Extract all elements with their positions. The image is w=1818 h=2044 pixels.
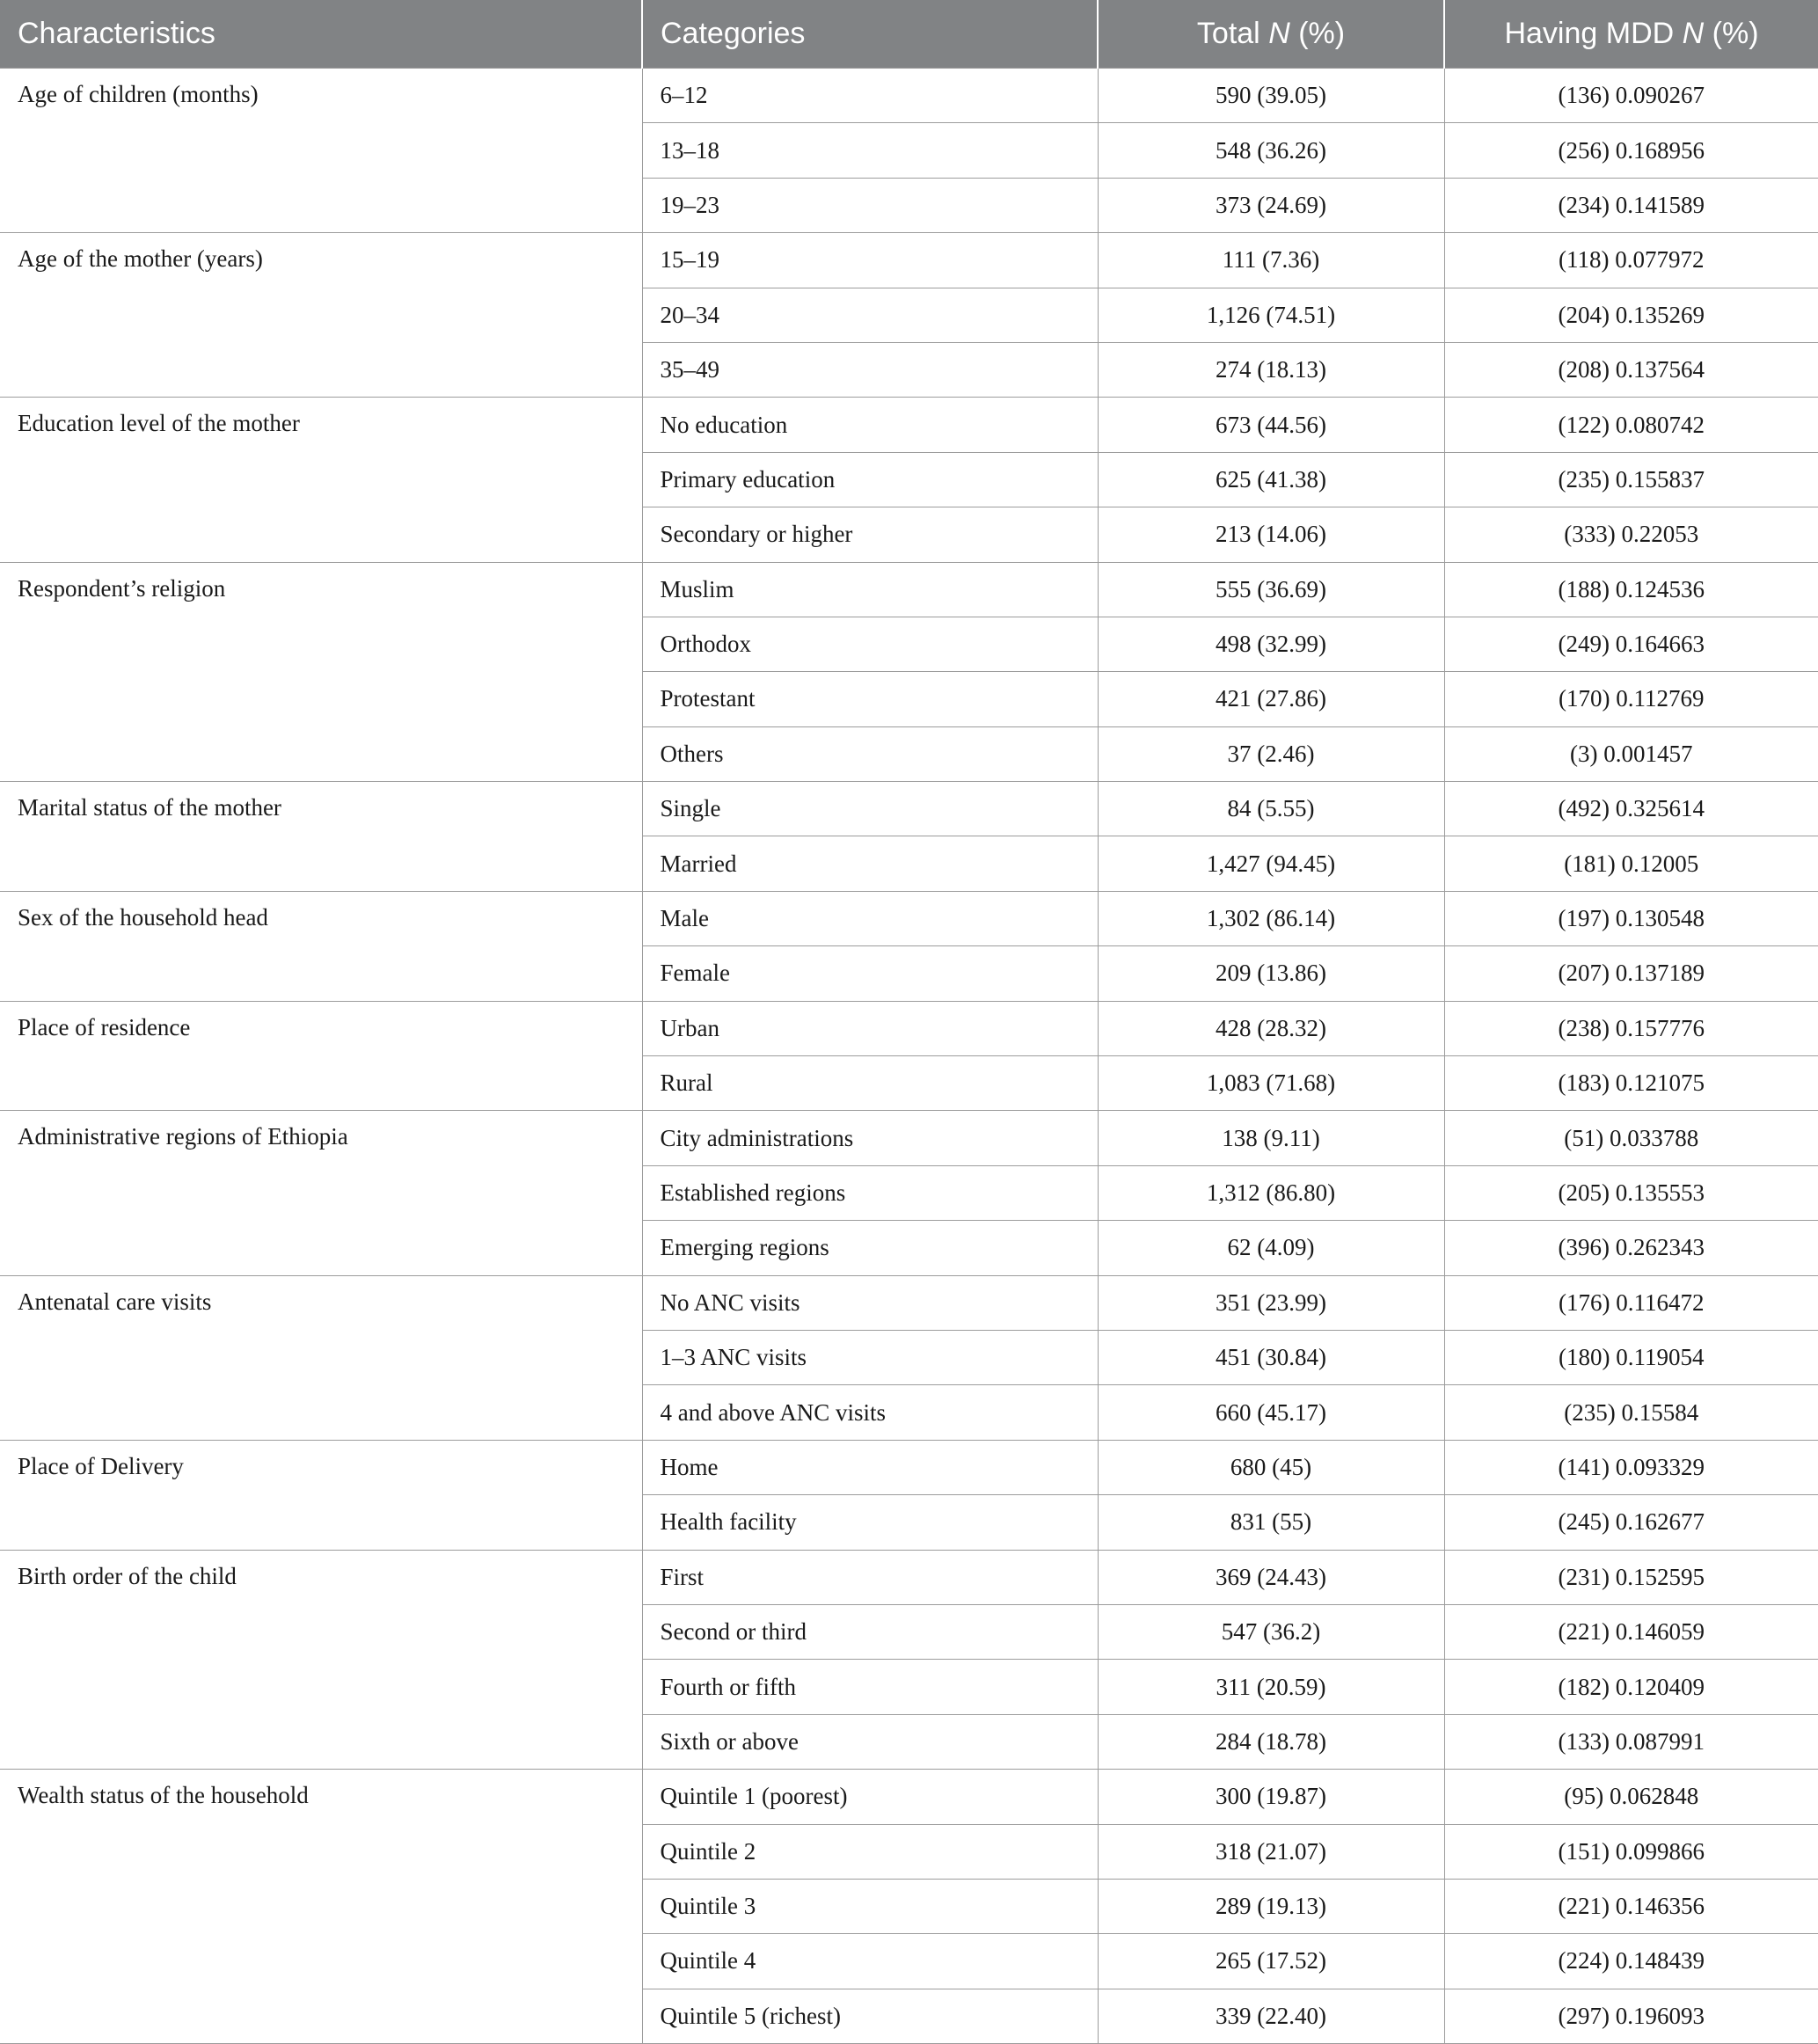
mdd-cell: (224) 0.148439 — [1444, 1934, 1818, 1989]
total-cell: 373 (24.69) — [1098, 178, 1444, 232]
mdd-cell: (235) 0.15584 — [1444, 1385, 1818, 1440]
mdd-cell: (234) 0.141589 — [1444, 178, 1818, 232]
total-cell: 351 (23.99) — [1098, 1275, 1444, 1330]
total-cell: 138 (9.11) — [1098, 1111, 1444, 1165]
category-cell: Male — [642, 891, 1098, 945]
category-cell: Urban — [642, 1001, 1098, 1055]
total-cell: 421 (27.86) — [1098, 672, 1444, 726]
mdd-cell: (122) 0.080742 — [1444, 398, 1818, 452]
table-body — [0, 69, 1818, 2044]
total-cell: 660 (45.17) — [1098, 1385, 1444, 1440]
total-cell: 265 (17.52) — [1098, 1934, 1444, 1989]
category-cell: Rural — [642, 1056, 1098, 1111]
mdd-cell: (204) 0.135269 — [1444, 288, 1818, 342]
category-cell: 1–3 ANC visits — [642, 1330, 1098, 1384]
total-cell: 318 (21.07) — [1098, 1824, 1444, 1879]
total-cell: 590 (39.05) — [1098, 69, 1444, 123]
category-cell: Home — [642, 1440, 1098, 1494]
category-cell: Orthodox — [642, 617, 1098, 671]
total-cell: 284 (18.78) — [1098, 1714, 1444, 1769]
mdd-cell: (221) 0.146356 — [1444, 1879, 1818, 1933]
header-having-mdd — [1444, 0, 1818, 69]
total-cell: 555 (36.69) — [1098, 562, 1444, 617]
mdd-cell: (182) 0.120409 — [1444, 1660, 1818, 1714]
characteristic-cell: Age of children (months) — [0, 69, 642, 233]
category-cell: Single — [642, 782, 1098, 836]
category-cell: Emerging regions — [642, 1221, 1098, 1275]
total-cell: 111 (7.36) — [1098, 233, 1444, 288]
total-cell: 680 (45) — [1098, 1440, 1444, 1494]
mdd-cell: (3) 0.001457 — [1444, 726, 1818, 781]
header-mdd-n: N — [1682, 17, 1705, 50]
mdd-cell: (95) 0.062848 — [1444, 1770, 1818, 1824]
header-total — [1098, 0, 1444, 69]
total-cell: 428 (28.32) — [1098, 1001, 1444, 1055]
total-cell: 625 (41.38) — [1098, 452, 1444, 507]
mdd-cell: (183) 0.121075 — [1444, 1056, 1818, 1111]
category-cell: Protestant — [642, 672, 1098, 726]
mdd-cell: (245) 0.162677 — [1444, 1495, 1818, 1550]
table-row — [0, 1001, 1818, 1055]
category-cell: Quintile 2 — [642, 1824, 1098, 1879]
mdd-cell: (333) 0.22053 — [1444, 507, 1818, 562]
category-cell: Female — [642, 946, 1098, 1001]
table-row — [0, 1770, 1818, 1824]
mdd-cell: (141) 0.093329 — [1444, 1440, 1818, 1494]
header-total-suffix: (%) — [1289, 17, 1346, 50]
category-cell: Married — [642, 836, 1098, 891]
category-cell: Established regions — [642, 1165, 1098, 1220]
total-cell: 213 (14.06) — [1098, 507, 1444, 562]
total-cell: 62 (4.09) — [1098, 1221, 1444, 1275]
mdd-cell: (170) 0.112769 — [1444, 672, 1818, 726]
characteristic-cell: Antenatal care visits — [0, 1275, 642, 1440]
category-cell: 19–23 — [642, 178, 1098, 232]
category-cell: Muslim — [642, 562, 1098, 617]
mdd-cell: (207) 0.137189 — [1444, 946, 1818, 1001]
mdd-cell: (181) 0.12005 — [1444, 836, 1818, 891]
mdd-cell: (197) 0.130548 — [1444, 891, 1818, 945]
mdd-cell: (396) 0.262343 — [1444, 1221, 1818, 1275]
category-cell: First — [642, 1550, 1098, 1604]
table-header-row — [0, 0, 1818, 69]
table-row — [0, 69, 1818, 123]
table-row — [0, 233, 1818, 288]
mdd-cell: (133) 0.087991 — [1444, 1714, 1818, 1769]
header-categories: Categories — [642, 0, 1098, 69]
mdd-cell: (176) 0.116472 — [1444, 1275, 1818, 1330]
characteristic-cell: Administrative regions of Ethiopia — [0, 1111, 642, 1275]
category-cell: Primary education — [642, 452, 1098, 507]
total-cell: 37 (2.46) — [1098, 726, 1444, 781]
mdd-cell: (256) 0.168956 — [1444, 123, 1818, 178]
characteristic-cell: Education level of the mother — [0, 398, 642, 562]
category-cell: Quintile 4 — [642, 1934, 1098, 1989]
category-cell: Health facility — [642, 1495, 1098, 1550]
table-row — [0, 1550, 1818, 1604]
characteristic-cell: Place of residence — [0, 1001, 642, 1111]
mdd-cell: (205) 0.135553 — [1444, 1165, 1818, 1220]
mdd-cell: (235) 0.155837 — [1444, 452, 1818, 507]
category-cell: Second or third — [642, 1604, 1098, 1659]
table-row — [0, 1440, 1818, 1494]
category-cell: Quintile 5 (richest) — [642, 1989, 1098, 2043]
table-row — [0, 562, 1818, 617]
mdd-cell: (249) 0.164663 — [1444, 617, 1818, 671]
header-total-n: N — [1268, 17, 1290, 50]
header-characteristics: Characteristics — [0, 0, 642, 69]
category-cell: Quintile 1 (poorest) — [642, 1770, 1098, 1824]
total-cell: 1,083 (71.68) — [1098, 1056, 1444, 1111]
characteristic-cell: Birth order of the child — [0, 1550, 642, 1770]
mdd-cell: (221) 0.146059 — [1444, 1604, 1818, 1659]
category-cell: 35–49 — [642, 342, 1098, 397]
mdd-cell: (51) 0.033788 — [1444, 1111, 1818, 1165]
total-cell: 1,427 (94.45) — [1098, 836, 1444, 891]
characteristic-cell: Marital status of the mother — [0, 782, 642, 892]
category-cell: 13–18 — [642, 123, 1098, 178]
mdd-cell: (231) 0.152595 — [1444, 1550, 1818, 1604]
table-row — [0, 398, 1818, 452]
category-cell: No ANC visits — [642, 1275, 1098, 1330]
category-cell: 20–34 — [642, 288, 1098, 342]
category-cell: Sixth or above — [642, 1714, 1098, 1769]
header-mdd-prefix: Having MDD — [1504, 17, 1683, 50]
mdd-cell: (208) 0.137564 — [1444, 342, 1818, 397]
total-cell: 300 (19.87) — [1098, 1770, 1444, 1824]
total-cell: 547 (36.2) — [1098, 1604, 1444, 1659]
category-cell: 6–12 — [642, 69, 1098, 123]
mdd-cell: (151) 0.099866 — [1444, 1824, 1818, 1879]
total-cell: 369 (24.43) — [1098, 1550, 1444, 1604]
characteristic-cell: Sex of the household head — [0, 891, 642, 1001]
total-cell: 498 (32.99) — [1098, 617, 1444, 671]
mdd-cell: (297) 0.196093 — [1444, 1989, 1818, 2043]
category-cell: 4 and above ANC visits — [642, 1385, 1098, 1440]
mdd-cell: (136) 0.090267 — [1444, 69, 1818, 123]
total-cell: 673 (44.56) — [1098, 398, 1444, 452]
total-cell: 1,126 (74.51) — [1098, 288, 1444, 342]
category-cell: Secondary or higher — [642, 507, 1098, 562]
total-cell: 548 (36.26) — [1098, 123, 1444, 178]
mdd-cell: (180) 0.119054 — [1444, 1330, 1818, 1384]
table-row — [0, 1111, 1818, 1165]
characteristic-cell: Age of the mother (years) — [0, 233, 642, 398]
total-cell: 1,302 (86.14) — [1098, 891, 1444, 945]
mdd-cell: (238) 0.157776 — [1444, 1001, 1818, 1055]
total-cell: 1,312 (86.80) — [1098, 1165, 1444, 1220]
total-cell: 311 (20.59) — [1098, 1660, 1444, 1714]
total-cell: 274 (18.13) — [1098, 342, 1444, 397]
header-total-prefix: Total — [1196, 17, 1269, 50]
total-cell: 84 (5.55) — [1098, 782, 1444, 836]
characteristic-cell: Place of Delivery — [0, 1440, 642, 1550]
category-cell: Others — [642, 726, 1098, 781]
table-row — [0, 1275, 1818, 1330]
table-row — [0, 891, 1818, 945]
category-cell: City administrations — [642, 1111, 1098, 1165]
total-cell: 289 (19.13) — [1098, 1879, 1444, 1933]
category-cell: Fourth or fifth — [642, 1660, 1098, 1714]
mdd-cell: (492) 0.325614 — [1444, 782, 1818, 836]
category-cell: No education — [642, 398, 1098, 452]
total-cell: 209 (13.86) — [1098, 946, 1444, 1001]
category-cell: 15–19 — [642, 233, 1098, 288]
table-row — [0, 782, 1818, 836]
category-cell: Quintile 3 — [642, 1879, 1098, 1933]
characteristic-cell: Wealth status of the household — [0, 1770, 642, 2044]
characteristic-cell: Respondent’s religion — [0, 562, 642, 782]
total-cell: 831 (55) — [1098, 1495, 1444, 1550]
total-cell: 451 (30.84) — [1098, 1330, 1444, 1384]
mdd-cell: (118) 0.077972 — [1444, 233, 1818, 288]
header-mdd-suffix: (%) — [1704, 17, 1759, 50]
mdd-cell: (188) 0.124536 — [1444, 562, 1818, 617]
total-cell: 339 (22.40) — [1098, 1989, 1444, 2043]
